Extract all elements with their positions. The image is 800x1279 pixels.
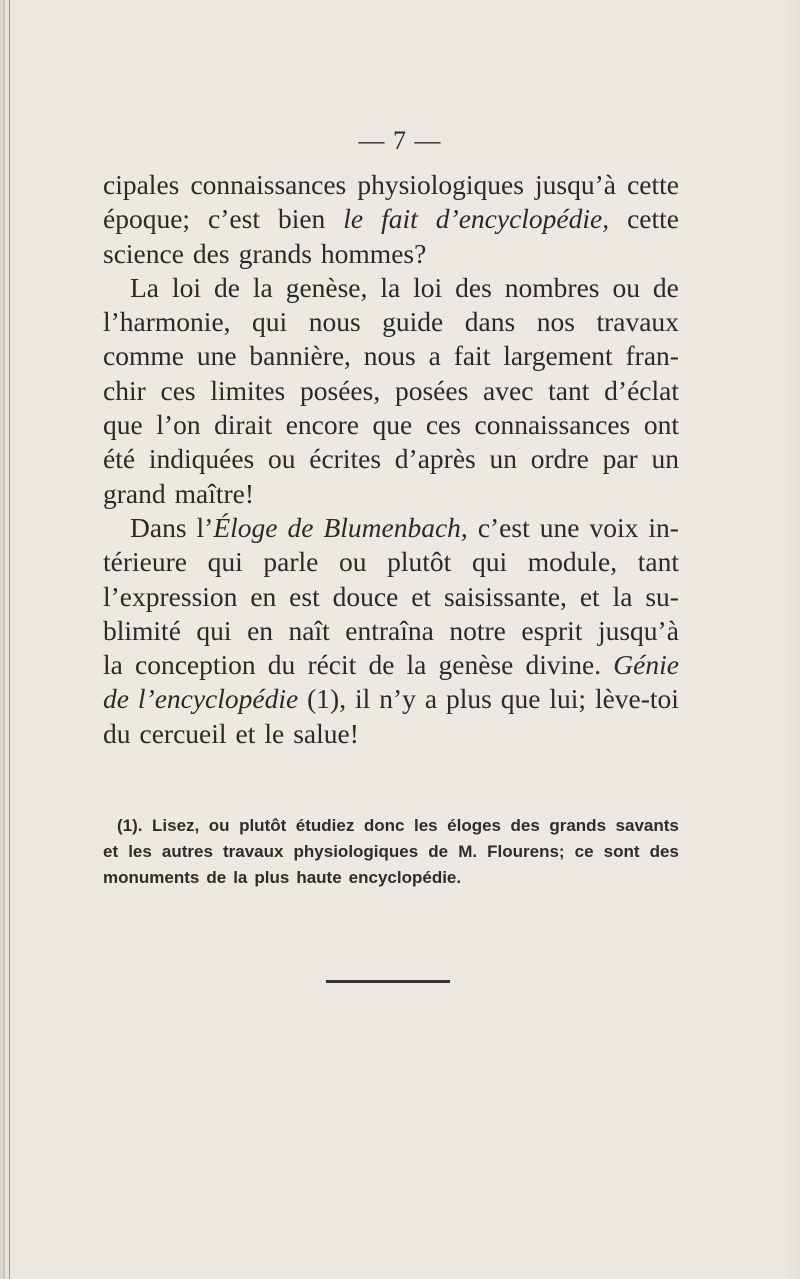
word: jusqu’à	[535, 169, 616, 200]
word: qui	[471, 546, 508, 578]
word: lève-toi	[594, 683, 679, 715]
text-line	[103, 682, 679, 716]
word: de	[428, 842, 449, 861]
word: loi	[171, 271, 201, 303]
word: nombres	[504, 271, 600, 303]
word: térieure	[103, 546, 187, 578]
word: le	[343, 203, 364, 235]
text-line	[103, 339, 679, 373]
word: dans	[464, 306, 516, 338]
word: il	[355, 683, 371, 715]
word: chir	[103, 374, 146, 406]
word: étudiez	[295, 816, 355, 835]
word: plutôt	[387, 546, 452, 578]
word: des	[455, 271, 492, 303]
word: science	[103, 237, 184, 269]
word: ordre	[530, 443, 589, 475]
word: a	[428, 340, 441, 372]
word: d’après	[394, 443, 476, 475]
word: une	[196, 340, 237, 372]
word: douce	[332, 580, 399, 612]
footnote	[103, 813, 679, 891]
word: indiquées	[148, 443, 255, 475]
word: travaux	[222, 842, 284, 861]
word: entraîna	[345, 614, 434, 646]
word: de	[368, 649, 395, 681]
word: des	[192, 237, 230, 269]
word: la	[406, 649, 427, 681]
word: c’est	[477, 511, 530, 543]
word: cette	[627, 169, 679, 200]
word: l’Éloge	[196, 511, 278, 543]
word: c’est	[208, 203, 260, 235]
word: un	[651, 443, 679, 475]
word: plus	[445, 683, 492, 715]
word: encyclopédie.	[348, 868, 462, 887]
word: Blumenbach,	[323, 511, 468, 543]
footnote-line	[103, 839, 679, 865]
word: l’expression	[103, 580, 238, 612]
word: esprit	[521, 614, 583, 646]
word: du	[267, 649, 296, 681]
word: l’harmonie,	[103, 306, 231, 338]
word: fait	[381, 203, 418, 235]
word: posées,	[300, 374, 381, 406]
word: nous	[308, 306, 361, 338]
word: monuments	[103, 868, 200, 887]
word: voix	[589, 511, 639, 543]
word: haute	[296, 868, 342, 887]
word: de	[287, 511, 314, 543]
word: et	[579, 580, 600, 612]
word: grand	[103, 477, 166, 509]
word: que	[372, 409, 413, 441]
word: en	[247, 614, 274, 646]
text-line	[103, 477, 679, 511]
word: connaissances	[474, 409, 631, 441]
word: les	[128, 842, 152, 861]
word: module,	[527, 546, 618, 578]
word: tant	[637, 546, 679, 578]
word: dirait	[214, 409, 273, 441]
word: Flourens;	[487, 842, 565, 861]
word: physiologiques	[357, 169, 524, 200]
text-line	[103, 168, 679, 202]
word: largement	[503, 340, 613, 372]
word: qui	[252, 306, 288, 338]
word: fait	[453, 340, 491, 372]
word: ont	[643, 409, 679, 441]
word: M.	[458, 842, 478, 861]
word: récit	[307, 649, 357, 681]
word: du	[103, 717, 131, 749]
word: nos	[536, 306, 575, 338]
word: de	[206, 868, 227, 887]
page-number: — 7 —	[358, 126, 442, 155]
word: en	[250, 580, 277, 612]
word: La	[130, 271, 160, 303]
text-line	[103, 202, 679, 236]
word: d’éclat	[604, 374, 679, 406]
footnote-line	[103, 865, 679, 891]
text-line	[103, 442, 679, 476]
word: tant	[548, 374, 590, 406]
word: hommes?	[320, 237, 427, 269]
word: écrites	[309, 443, 382, 475]
text-line	[103, 408, 679, 442]
text-line	[103, 374, 679, 408]
word: et	[235, 717, 256, 749]
word: genèse,	[285, 271, 368, 303]
word: divine.	[525, 649, 602, 681]
word: des	[510, 816, 540, 835]
word: bien	[277, 203, 326, 235]
word: avec	[483, 374, 534, 406]
word: blimité	[103, 614, 181, 646]
word: cipales	[103, 169, 180, 200]
word: époque;	[103, 203, 191, 235]
text-line	[103, 580, 679, 614]
word: guide	[382, 306, 444, 338]
word: jusqu’à	[597, 614, 679, 646]
word: bannière,	[249, 340, 351, 372]
word: cercueil	[139, 717, 227, 749]
word: genèse	[438, 649, 514, 681]
word: grands	[549, 816, 607, 835]
word: et	[411, 580, 432, 612]
word: la	[380, 271, 401, 303]
word: ou	[208, 816, 230, 835]
word: qui	[207, 546, 243, 578]
text-line	[103, 545, 679, 579]
word: cette	[627, 203, 679, 235]
word: ou	[339, 546, 367, 578]
word: plutôt	[239, 816, 287, 835]
word: a	[424, 683, 438, 715]
word: et	[103, 842, 119, 861]
word: sont	[603, 842, 640, 861]
word: naît	[288, 614, 330, 646]
word: nous	[363, 340, 416, 372]
word: la	[103, 649, 123, 681]
word: loi	[413, 271, 443, 303]
word: ou	[612, 271, 640, 303]
word: su-	[645, 580, 679, 612]
word: des	[649, 842, 679, 861]
word: Lisez,	[152, 816, 200, 835]
word: été	[103, 443, 136, 475]
word: l’on	[156, 409, 201, 441]
word: de	[103, 683, 129, 715]
text-line	[103, 648, 679, 682]
word: que	[103, 409, 143, 441]
word: une	[539, 511, 580, 543]
word: connaissances	[190, 169, 347, 200]
word: ces	[160, 374, 196, 406]
word: saisissante,	[443, 580, 567, 612]
word: le	[264, 717, 285, 749]
word: ou	[268, 443, 296, 475]
word: donc	[363, 816, 405, 835]
word: d’encyclopédie,	[435, 203, 610, 235]
word: physiologiques	[293, 842, 419, 861]
text-line	[103, 271, 679, 305]
word: maître!	[174, 477, 255, 509]
word: les	[414, 816, 438, 835]
end-rule	[326, 980, 450, 983]
word: comme	[103, 340, 184, 372]
word: Génie	[613, 649, 679, 681]
word: savants	[615, 816, 679, 835]
page-edge-shadow	[3, 0, 5, 1279]
word: de	[652, 271, 679, 303]
word: ces	[425, 409, 461, 441]
word: un	[489, 443, 517, 475]
text-line	[103, 237, 679, 271]
word: la	[252, 271, 273, 303]
word: la	[612, 580, 633, 612]
word: (1).	[117, 816, 143, 835]
text-line	[103, 717, 679, 751]
word: conception	[135, 649, 256, 681]
word: (1),	[307, 683, 347, 715]
word: fran-	[625, 340, 679, 372]
word: est	[289, 580, 320, 612]
text-line	[103, 305, 679, 339]
word: autres	[161, 842, 213, 861]
word: notre	[449, 614, 506, 646]
text-line	[103, 614, 679, 648]
word: limites	[210, 374, 286, 406]
word: qui	[196, 614, 232, 646]
page-gutter-line	[9, 0, 10, 1279]
word: plus	[254, 868, 290, 887]
word: travaux	[596, 306, 679, 338]
word: lui;	[549, 683, 587, 715]
word: la	[233, 868, 248, 887]
text-line	[103, 511, 679, 545]
footnote-line	[103, 813, 679, 839]
body-text	[103, 168, 679, 751]
word: Dans	[130, 511, 187, 543]
word: posées	[394, 374, 469, 406]
word: ce	[574, 842, 594, 861]
word: éloges	[447, 816, 502, 835]
word: parle	[263, 546, 319, 578]
word: l’encyclopédie	[137, 683, 299, 715]
word: salue!	[293, 717, 359, 749]
word: de	[213, 271, 240, 303]
word: que	[500, 683, 541, 715]
word: in-	[648, 511, 679, 543]
word: n’y	[379, 683, 416, 715]
word: par	[602, 443, 638, 475]
word: encore	[285, 409, 359, 441]
word: grands	[238, 237, 312, 269]
